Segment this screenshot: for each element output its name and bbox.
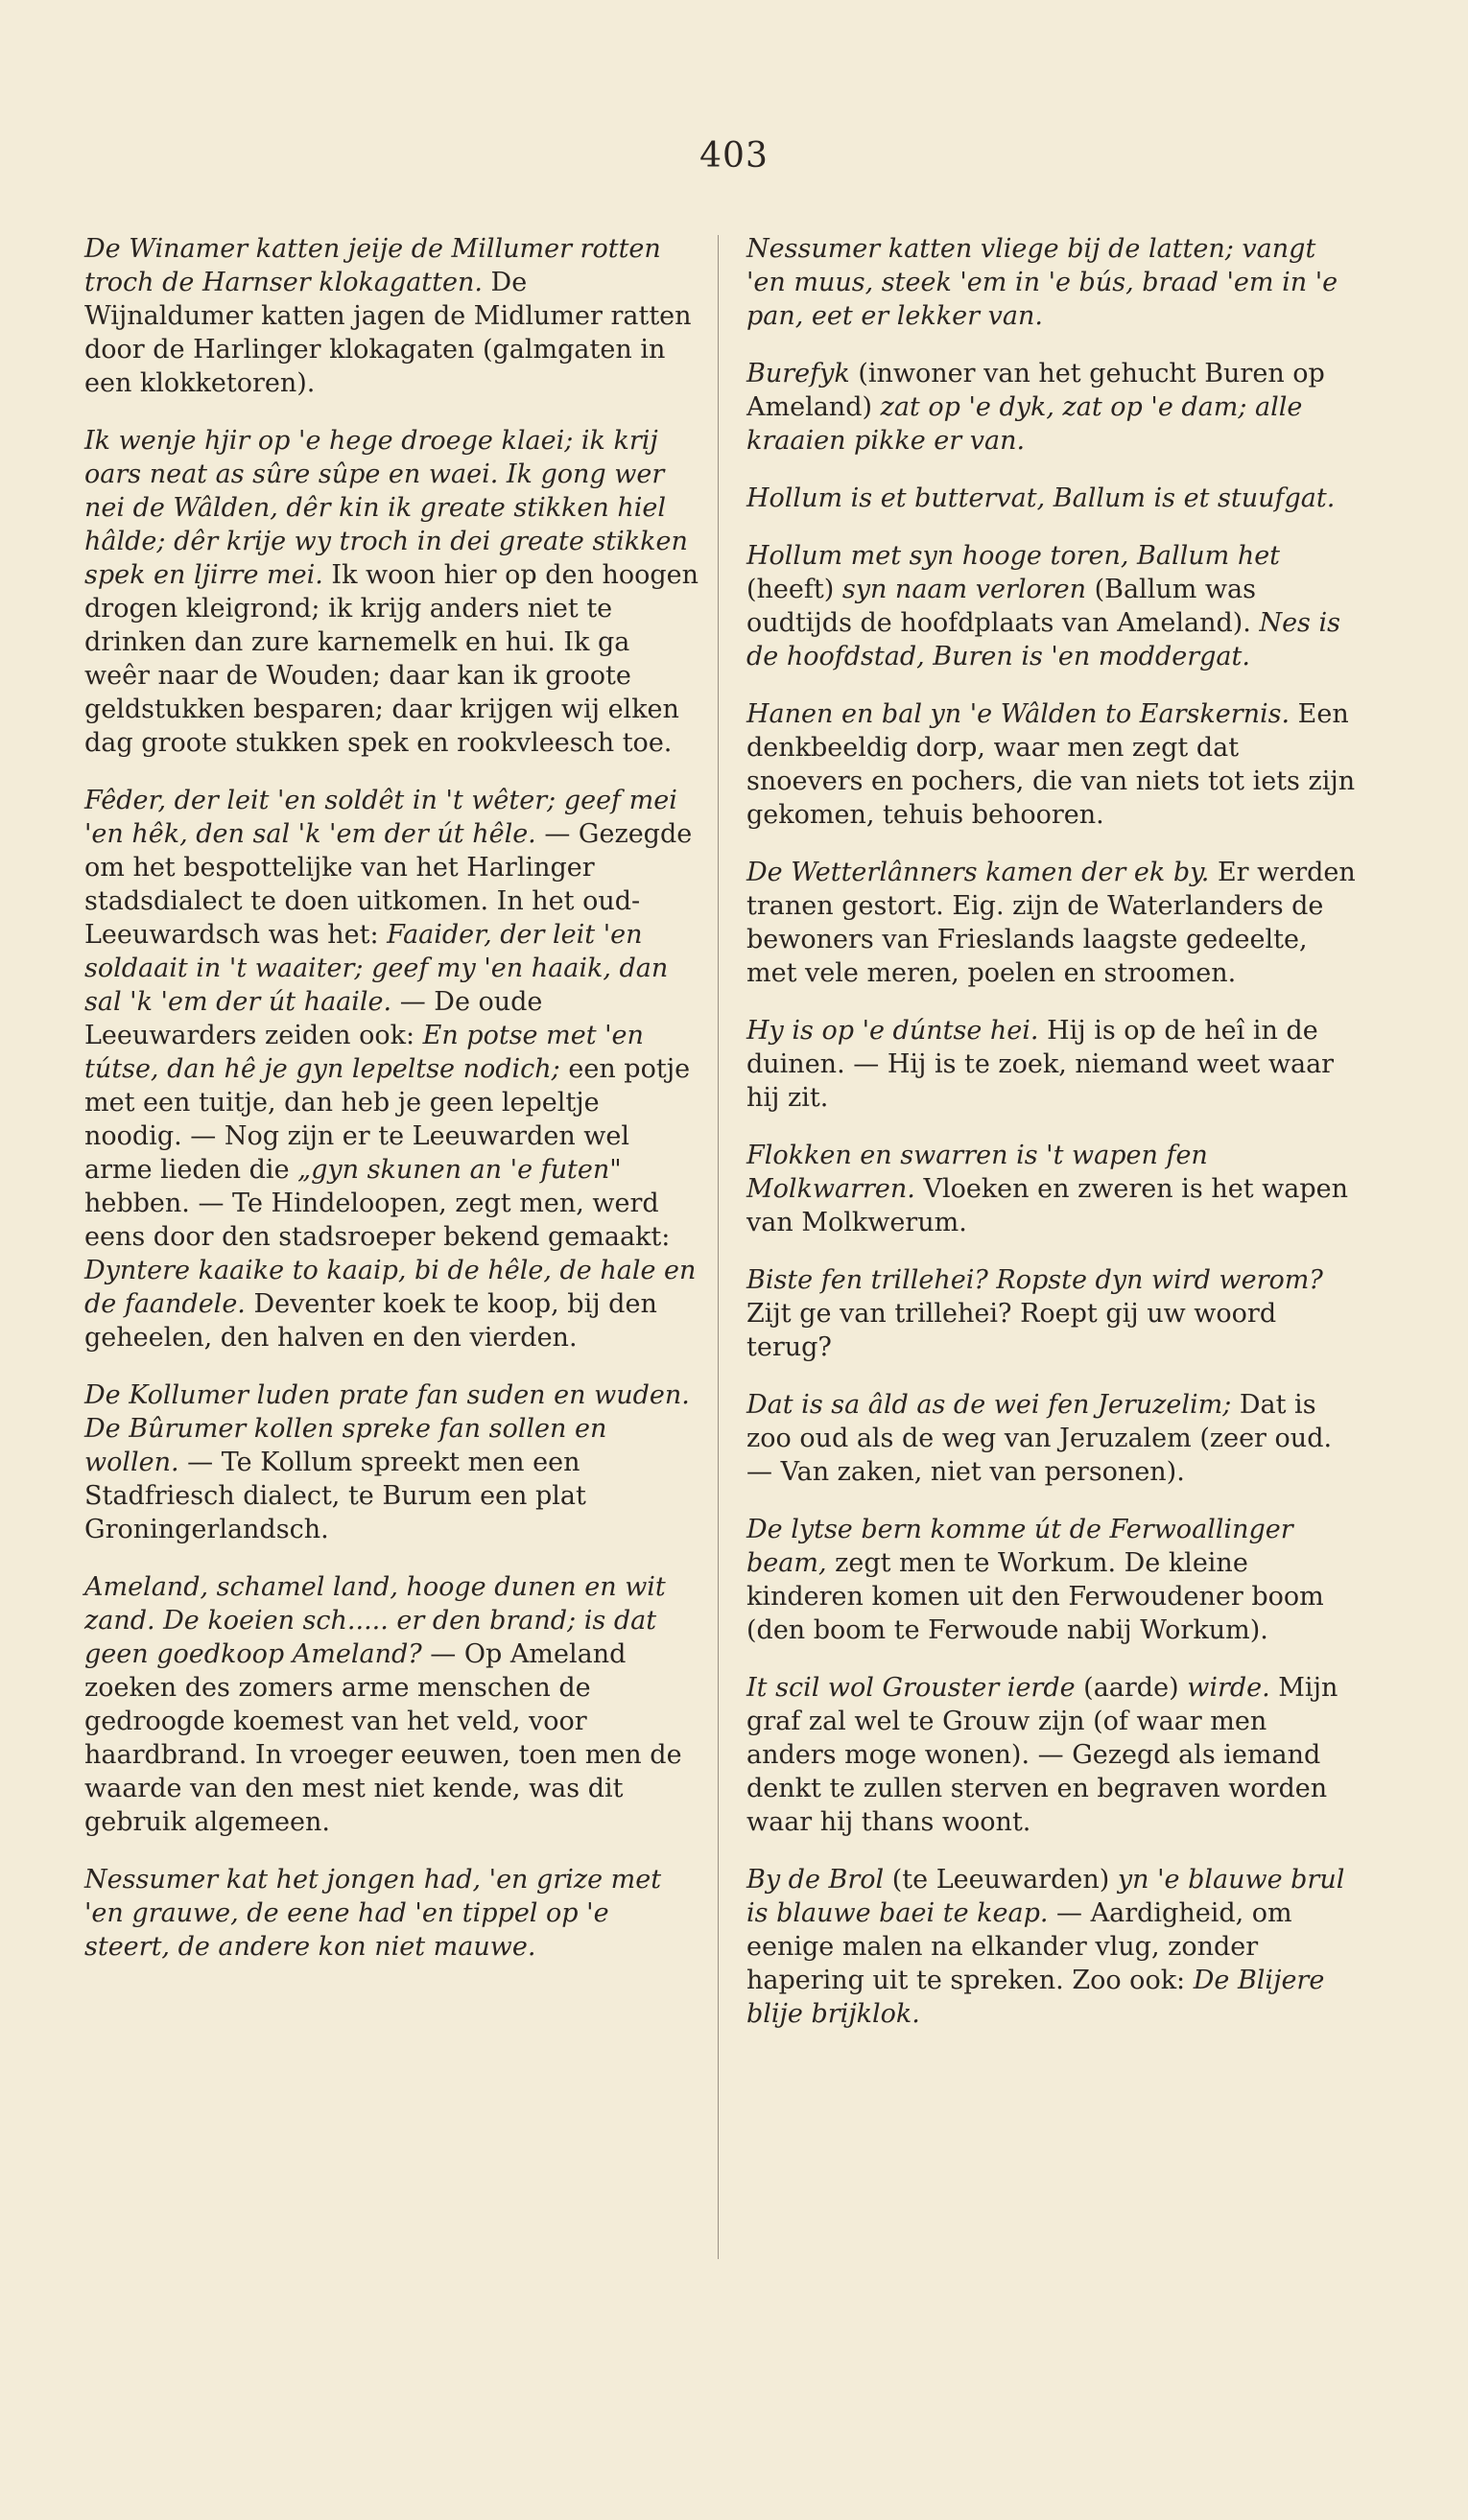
frisian-saying: Nessumer kat het jongen had, 'en grize met 'en grauwe, de eene had 'en tippel op 'e steert, de andere kon niet mauwe. [84, 1865, 662, 1962]
column-divider [718, 235, 719, 2259]
frisian-saying: It scil wol Grouster ierde [746, 1673, 1076, 1703]
proverb-entry [84, 1863, 698, 1964]
frisian-saying: Burefyk [746, 359, 850, 389]
frisian-saying: Faaider, der leit 'en soldaait in 't waaiter; geef my 'en haaik, dan sal 'k 'em der út haaile. [84, 920, 669, 1017]
dutch-explanation: — Gezegde om het bespottelijke van het Harlinger stadsdialect te doen uitkomen. In het oud-Leeuwardsch was het: [84, 819, 693, 950]
dutch-explanation: zegt men te Workum. De kleine kinderen komen uit den Ferwoudener boom (den boom te Ferwoude nabij Workum). [746, 1548, 1324, 1645]
entry-paragraph [84, 1570, 698, 1839]
entry-paragraph [746, 1139, 1361, 1239]
frisian-saying: zat op 'e dyk, zat op 'e dam; alle kraaien pikke er van. [746, 392, 1303, 456]
proverb-entry [746, 357, 1361, 458]
proverb-entry [746, 1513, 1361, 1647]
frisian-saying: De Winamer katten jeije de Millumer rotten troch de Harnser klokagatten. [84, 234, 661, 297]
proverb-entry [746, 856, 1361, 990]
entry-paragraph [746, 232, 1361, 333]
proverb-entry [746, 482, 1361, 515]
entry-paragraph [746, 1863, 1361, 2031]
dutch-explanation: Een denkbeeldig dorp, waar men zegt dat snoevers en pochers, die van niets tot iets zijn gekomen, tehuis behooren. [746, 699, 1356, 830]
dutch-explanation: — Op Ameland zoeken des zomers arme menschen de gedroogde koemest van het veld, voor haardbrand. In vroeger eeuwen, toen men de waarde van den mest niet kende, was dit gebruik algemeen. [84, 1639, 682, 1837]
proverb-entry [746, 1263, 1361, 1364]
frisian-saying: Fêder, der leit 'en soldêt in 't wêter; geef mei 'en hêk, den sal 'k 'em der út hêle. [84, 786, 677, 849]
dutch-explanation: Zijt ge van trillehei? Roept gij uw woord terug? [746, 1299, 1277, 1362]
dutch-explanation: Vloeken en zweren is het wapen van Molkwerum. [746, 1174, 1348, 1237]
dutch-explanation: (Ballum was oudtijds de hoofdplaats van Ameland). [746, 575, 1260, 638]
frisian-saying: Hollum is et buttervat, Ballum is et stuufgat. [746, 483, 1336, 513]
dutch-explanation: een potje met een tuitje, dan heb je geen lepeltje noodig. — Nog zijn er te Leeuwarden wel arme lieden die [84, 1054, 691, 1185]
left-column [84, 232, 698, 1988]
frisian-saying: syn naam verloren [841, 575, 1086, 604]
dutch-explanation: (aarde) [1075, 1673, 1188, 1703]
proverb-entry [746, 1671, 1361, 1839]
dutch-explanation: Dat is zoo oud als de weg van Jeruzalem (zeer oud. — Van zaken, niet van personen). [746, 1390, 1333, 1487]
proverb-entry [84, 1570, 698, 1839]
entry-paragraph [84, 232, 698, 400]
frisian-saying: De Blijere blije brijklok. [746, 1966, 1325, 2029]
frisian-saying: Ameland, schamel land, hooge dunen en wit zand. De koeien sch..... er den brand; is dat geen goedkoop Ameland? [84, 1572, 666, 1669]
entry-paragraph [746, 697, 1361, 832]
dutch-explanation: Hij is op de heî in de duinen. — Hij is te zoek, niemand weet waar hij zit. [746, 1016, 1335, 1113]
entry-paragraph [746, 1263, 1361, 1364]
entry-paragraph [746, 856, 1361, 990]
frisian-saying: wirde. [1187, 1673, 1270, 1703]
page-number: 403 [699, 136, 769, 176]
dutch-explanation: Deventer koek te koop, bij den geheelen, den halven en den vierden. [84, 1289, 657, 1353]
proverb-entry [84, 424, 698, 760]
proverb-entry [84, 1378, 698, 1546]
frisian-saying: „gyn skunen an 'e futen" [297, 1155, 622, 1185]
frisian-saying: yn 'e blauwe brul is blauwe baei te keap. [746, 1865, 1345, 1928]
dutch-explanation: (te Leeuwarden) [884, 1865, 1118, 1895]
frisian-saying: Flokken en swarren is 't wapen fen Molkwarren. [746, 1141, 1208, 1204]
frisian-saying: Ik wenje hjir op 'e hege droege klaei; ik krij oars neat as sûre sûpe en waei. Ik gong wer nei de Wâlden, dêr kin ik greate stikken hiel hâlde; dêr krije wy troch in dei greate stikken spek en ljirre mei. [84, 426, 688, 590]
entry-paragraph [84, 1863, 698, 1964]
frisian-saying: Nessumer katten vliege bij de latten; vangt 'en muus, steek 'em in 'e bús, braad 'em in 'e pan, eet er lekker van. [746, 234, 1338, 331]
dutch-explanation: (inwoner van het gehucht Buren op Ameland) [746, 359, 1325, 422]
dutch-explanation: De Wijnaldumer katten jagen de Midlumer ratten door de Harlinger klokagaten (galmgaten in een klokketoren). [84, 268, 692, 398]
right-column [746, 232, 1361, 2055]
entry-paragraph [746, 482, 1361, 515]
proverb-entry [84, 784, 698, 1354]
dutch-explanation: (heeft) [746, 575, 842, 604]
entry-paragraph [746, 1014, 1361, 1115]
dutch-explanation: — Aardigheid, om eenige malen na elkander vlug, zonder hapering uit te spreken. Zoo ook: [746, 1898, 1292, 1995]
dutch-explanation: — Te Kollum spreekt men een Stadfriesch dialect, te Burum een plat Groningerlandsch. [84, 1448, 586, 1544]
entry-paragraph [84, 784, 698, 1354]
dutch-explanation: — De oude Leeuwarders zeiden ook: [84, 987, 543, 1050]
proverb-entry [746, 1139, 1361, 1239]
frisian-saying: Dyntere kaaike to kaaip, bi de hêle, de hale en de faandele. [84, 1256, 697, 1319]
entry-paragraph [84, 1378, 698, 1546]
proverb-entry [84, 232, 698, 400]
entry-paragraph [746, 357, 1361, 458]
entry-paragraph [746, 1388, 1361, 1489]
dutch-explanation: Mijn graf zal wel te Grouw zijn (of waar men anders moge wonen). — Gezegd als iemand denkt te zullen sterven en begraven worden waar hij thans woont. [746, 1673, 1338, 1837]
entry-paragraph [746, 539, 1361, 673]
frisian-saying: De Kollumer luden prate fan suden en wuden. De Bûrumer kollen spreke fan sollen en wollen. [84, 1380, 690, 1477]
dutch-explanation: hebben. — Te Hindeloopen, zegt men, werd eens door den stadsroeper bekend gemaakt: [84, 1189, 671, 1252]
entry-paragraph [746, 1671, 1361, 1839]
proverb-entry [746, 539, 1361, 673]
frisian-saying: Hollum met syn hooge toren, Ballum het [746, 541, 1281, 571]
frisian-saying: Hanen en bal yn 'e Wâlden to Earskernis. [746, 699, 1290, 729]
proverb-entry [746, 232, 1361, 333]
proverb-entry [746, 1014, 1361, 1115]
frisian-saying: En potse met 'en tútse, dan hê je gyn lepeltse nodich; [84, 1021, 644, 1084]
proverb-entry [746, 697, 1361, 832]
frisian-saying: Hy is op 'e dúntse hei. [746, 1016, 1039, 1046]
frisian-saying: De Wetterlânners kamen der ek by. [746, 858, 1210, 887]
frisian-saying: De lytse bern komme út de Ferwoallinger beam, [746, 1515, 1293, 1578]
entry-paragraph [84, 424, 698, 760]
proverb-entry [746, 1388, 1361, 1489]
dutch-explanation: Er werden tranen gestort. Eig. zijn de Waterlanders de bewoners van Frieslands laagste gedeelte, met vele meren, poelen en stroomen. [746, 858, 1356, 988]
proverb-entry [746, 1863, 1361, 2031]
frisian-saying: Dat is sa âld as de wei fen Jeruzelim; [746, 1390, 1232, 1420]
entry-paragraph [746, 1513, 1361, 1647]
frisian-saying: By de Brol [746, 1865, 885, 1895]
dutch-explanation: Ik woon hier op den hoogen drogen kleigrond; ik krijg anders niet te drinken dan zure karnemelk en hui. Ik ga weêr naar de Wouden; daar kan ik groote geldstukken besparen; daar krijgen wij elken dag groote stukken spek en rookvleesch toe. [84, 560, 699, 758]
frisian-saying: Biste fen trillehei? Ropste dyn wird werom? [746, 1265, 1323, 1295]
frisian-saying: Nes is de hoofdstad, Buren is 'en moddergat. [746, 608, 1340, 671]
